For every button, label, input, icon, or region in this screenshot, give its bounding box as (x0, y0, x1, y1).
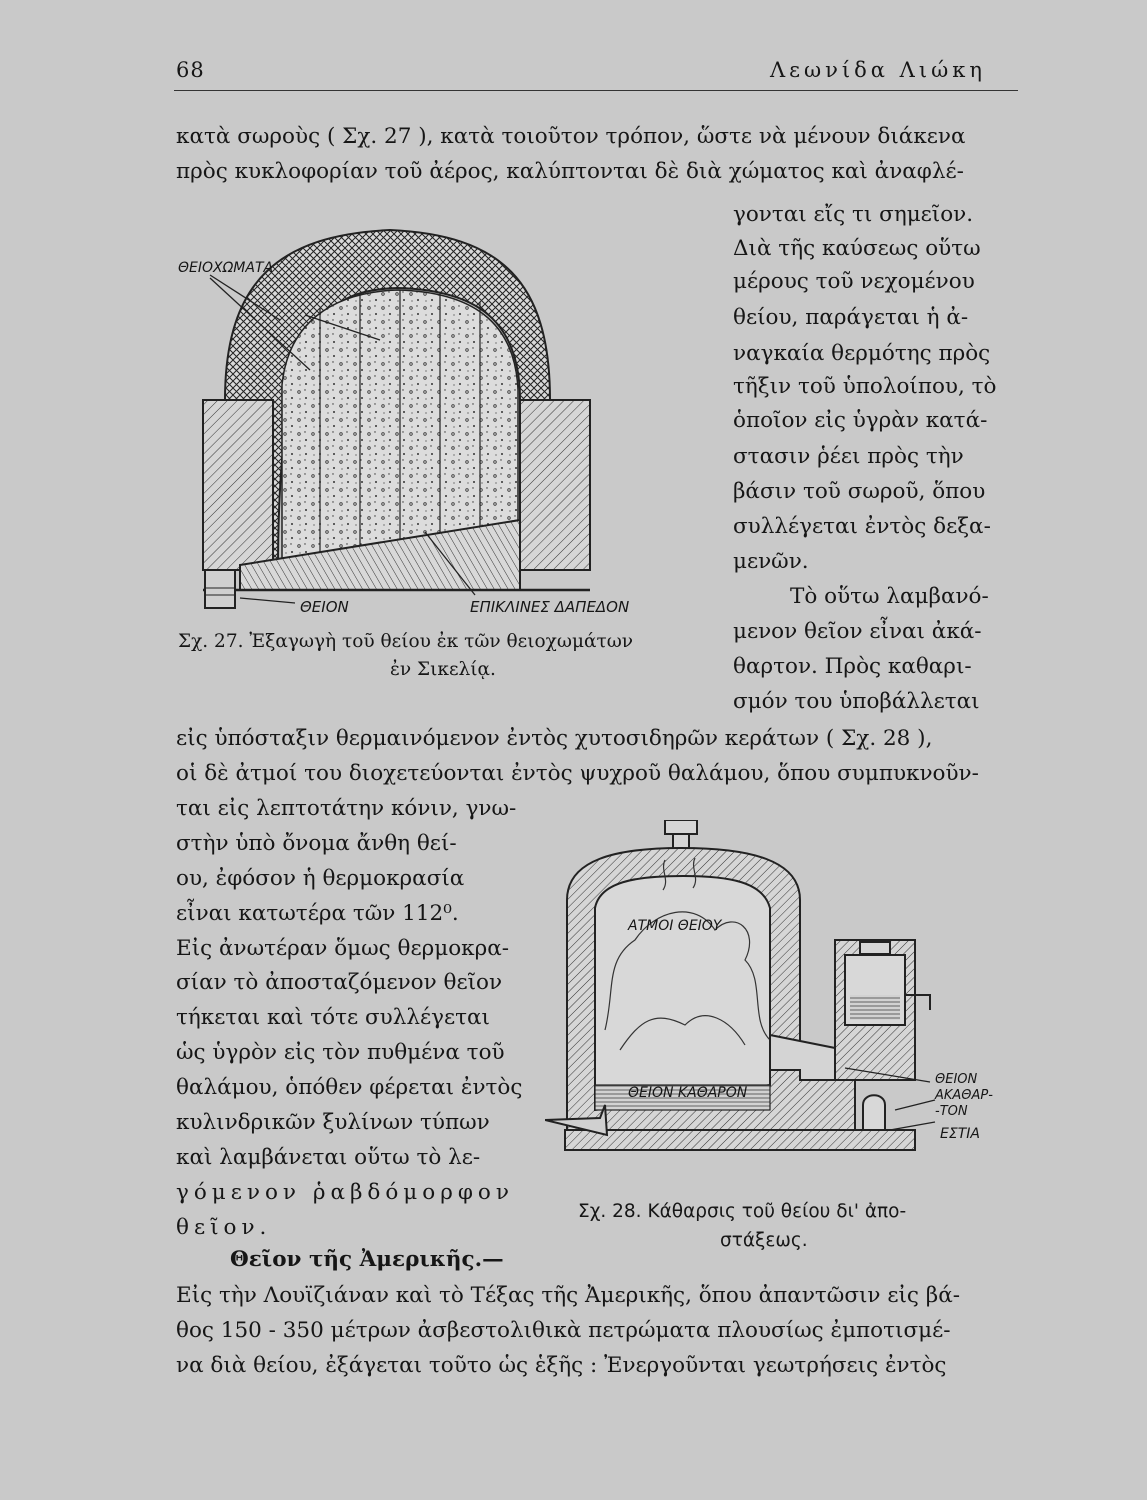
text-line: εἶναι κατωτέρα τῶν 112⁰. (176, 901, 459, 926)
text-line: ὡς ὑγρὸν εἰς τὸν πυθμένα τοῦ (176, 1040, 505, 1065)
text-line: ὁποῖον εἰς ὑγρὰν κατά- (733, 408, 988, 433)
header-rule (174, 90, 1018, 91)
text-line: κατὰ σωροὺς ( Σχ. 27 ), κατὰ τοιοῦτον τρόπον, ὥστε νὰ μένουν διάκενα (176, 124, 966, 149)
text-line: να διὰ θείου, ἐξάγεται τοῦτο ὡς ἑξῆς : Ἐνεργοῦνται γεωτρήσεις ἐντὸς (176, 1353, 947, 1378)
text-line: Τὸ οὕτω λαμβανό- (790, 584, 989, 609)
collection-pit (205, 570, 235, 608)
right-wall (520, 400, 590, 570)
text-line: θαρτον. Πρὸς καθαρι- (733, 654, 972, 679)
running-title: Λεωνίδα Λιώκη (770, 58, 986, 82)
text-line: καὶ λαμβάνεται οὕτω τὸ λε- (176, 1145, 481, 1170)
text-line: συλλέγεται ἐντὸς δεξα- (733, 514, 991, 539)
text-line: εἰς ὑπόσταξιν θερμαινόμενον ἐντὸς χυτοσιδηρῶν κεράτων ( Σχ. 28 ), (176, 726, 933, 751)
text-line: θος 150 - 350 μέτρων ἀσβεστολιθικὰ πετρώματα πλουσίως ἐμποτισμέ- (176, 1318, 951, 1343)
text-line: Εἰς ἀνωτέραν ὅμως θερμοκρα- (176, 936, 510, 961)
text-line: οἱ δὲ ἀτμοί του διοχετεύονται ἐντὸς ψυχροῦ θαλάμου, ὅπου συμπυκνοῦν- (176, 761, 979, 786)
text-line: πρὸς κυκλοφορίαν τοῦ ἀέρος, καλύπτονται δὲ διὰ χώματος καὶ ἀναφλέ- (176, 159, 964, 184)
text-line: ται εἰς λεπτοτάτην κόνιν, γνω- (176, 796, 517, 821)
text-line: τῆξιν τοῦ ὑπολοίπου, τὸ (733, 374, 997, 399)
label-impure-sulfur-1: ΘΕΙΟΝ (935, 1072, 978, 1087)
text-line: θεῖον. (176, 1215, 272, 1240)
figure-28-caption: Σχ. 28. Κάθαρσις τοῦ θείου δι' ἀπο- (578, 1201, 907, 1222)
text-line: Διὰ τῆς καύσεως οὕτω (733, 236, 981, 261)
label-hearth: ΕΣΤΙΑ (940, 1126, 980, 1142)
label-inclined-floor: ΕΠΙΚΛΙΝΕΣ ΔΑΠΕΔΟΝ (470, 598, 630, 616)
condensation-chamber (595, 876, 770, 1110)
text-line: γονται εἴς τι σημεῖον. (733, 202, 974, 227)
text-line: μενον θεῖον εἶναι ἀκά- (733, 619, 982, 644)
label-impure-sulfur-3: -ΤΟΝ (935, 1104, 968, 1119)
page-number: 68 (176, 58, 205, 82)
text-line: ου, ἐφόσον ἡ θερμοκρασία (176, 866, 465, 891)
text-line: βάσιν τοῦ σωροῦ, ὅπου (733, 479, 986, 504)
left-wall (203, 400, 273, 570)
label-impure-sulfur-2: ΑΚΑΘΑΡ- (935, 1088, 993, 1103)
text-line: στασιν ῥέει πρὸς τὴν (733, 444, 964, 469)
text-line: σμόν του ὑποβάλλεται (733, 689, 980, 714)
text-line: μέρους τοῦ νεχομένου (733, 269, 975, 294)
figure-27-caption-2: ἐν Σικελίᾳ. (390, 659, 496, 680)
label-sulfur: ΘΕΙΟΝ (300, 598, 349, 616)
figure-28-caption-2: στάξεως. (720, 1230, 808, 1251)
text-line: Εἰς τὴν Λουϊζιάναν καὶ τὸ Τέξας τῆς Ἀμερικῆς, ὅπου ἀπαντῶσιν εἰς βά- (176, 1283, 960, 1308)
text-line: στὴν ὑπὸ ὄνομα ἄνθη θεί- (176, 831, 457, 856)
text-line: θείου, παράγεται ἡ ἀ- (733, 305, 969, 330)
hearth (863, 1095, 885, 1130)
text-line: τήκεται καὶ τότε συλλέγεται (176, 1005, 490, 1030)
figure-27-caption: Σχ. 27. Ἐξαγωγὴ τοῦ θείου ἐκ τῶν θειοχωμάτων (178, 631, 634, 652)
figure-28-illustration (545, 820, 1005, 1190)
text-line: γόμενον ῥαβδόμορφον (176, 1180, 514, 1205)
text-line: σίαν τὸ ἀποσταζόμενον θεῖον (176, 970, 503, 995)
figure-27-illustration (170, 220, 720, 620)
text-line: μενῶν. (733, 549, 809, 574)
section-heading: Θεῖον τῆς Ἀμερικῆς.— (230, 1247, 504, 1272)
text-line: θαλάμου, ὁπόθεν φέρεται ἐντὸς (176, 1075, 523, 1100)
label-pure-sulfur: ΘΕΙΟΝ ΚΑΘΑΡΟΝ (628, 1085, 748, 1101)
text-line: κυλινδρικῶν ξυλίνων τύπων (176, 1110, 490, 1135)
text-line: ναγκαία θερμότης πρὸς (733, 341, 991, 366)
label-sulfur-vapors: ΑΤΜΟΙ ΘΕΙΟΥ (628, 918, 722, 934)
label-sulfur-earth: ΘΕΙΟΧΩΜΑΤΑ (178, 260, 274, 276)
